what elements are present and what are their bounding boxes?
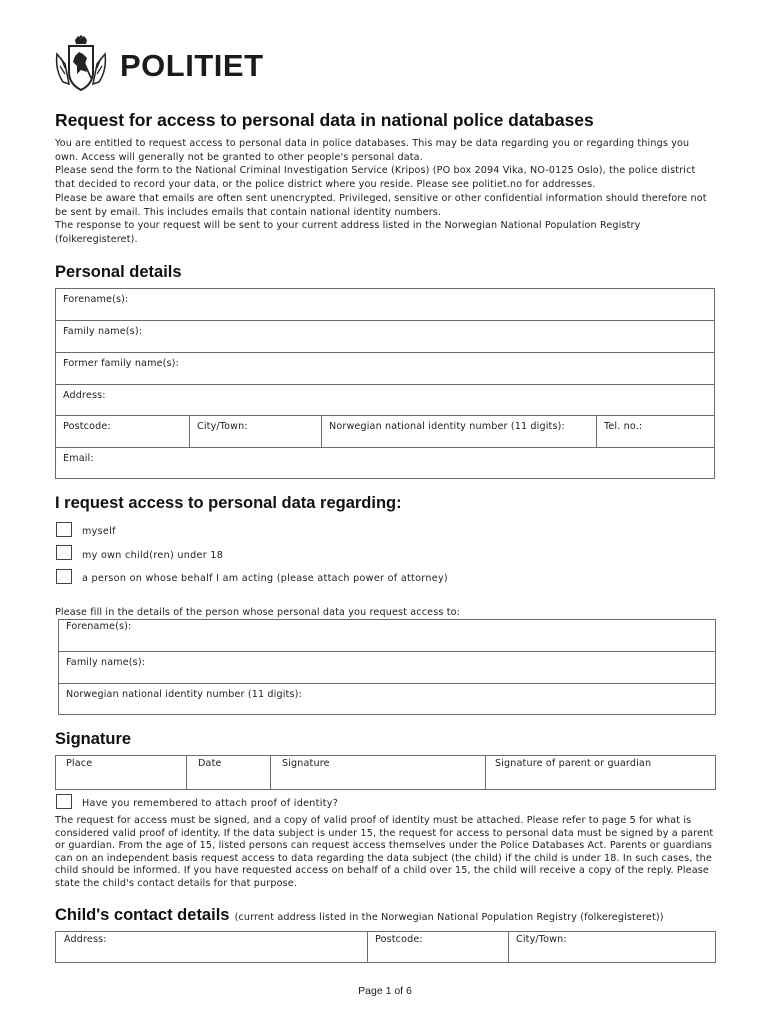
signature-table — [55, 755, 716, 790]
date-label: Date — [198, 758, 222, 769]
child-contact-row — [56, 932, 715, 962]
intro-paragraph: Please be aware that emails are often sent unencrypted. Privileged, sensitive or other confidential information should therefore not be sent by email. This includes emails that contain national identity numbers. — [55, 192, 707, 218]
divider — [508, 932, 509, 962]
child-postcode-label: Postcode: — [375, 934, 423, 945]
divider — [186, 756, 187, 789]
city-label: City/Town: — [197, 421, 248, 432]
police-crest-icon — [53, 34, 109, 94]
subject-nin-label: Norwegian national identity number (11 digits): — [66, 689, 302, 700]
intro-text — [55, 137, 715, 247]
former-family-name-field[interactable] — [56, 353, 714, 385]
child-contact-subheading: (current address listed in the Norwegian National Population Registry (folkeregisteret)) — [234, 912, 664, 923]
subject-nin-field[interactable] — [59, 684, 715, 715]
myself-checkbox[interactable] — [56, 522, 72, 537]
subject-details-table — [58, 619, 716, 715]
own-children-checkbox[interactable] — [56, 545, 72, 560]
divider — [485, 756, 486, 789]
signature-heading: Signature — [55, 730, 132, 748]
divider — [321, 416, 322, 447]
subject-family-name-field[interactable] — [59, 652, 715, 684]
access-heading: I request access to personal data regarding: — [55, 494, 402, 512]
on-behalf-label: a person on whose behalf I am acting (please attach power of attorney) — [82, 573, 448, 584]
child-city-label: City/Town: — [516, 934, 567, 945]
proof-of-identity-checkbox[interactable] — [56, 794, 72, 809]
subject-forenames-label: Forename(s): — [66, 621, 132, 632]
tel-label: Tel. no.: — [604, 421, 643, 432]
email-field[interactable] — [56, 448, 714, 479]
child-contact-heading: Child's contact details — [55, 906, 230, 924]
page-title: Request for access to personal data in national police databases — [55, 110, 594, 130]
page-number: Page 1 of 6 — [358, 985, 412, 997]
divider — [596, 416, 597, 447]
intro-paragraph: The response to your request will be sent to your current address listed in the Norwegian National Population Registry (folkeregisteret). — [55, 220, 641, 245]
intro-paragraph: Please send the form to the National Criminal Investigation Service (Kripos) (PO box 2094 Vika, NO-0125 Oslo), the police district that decided to record your data, or the police district where you reside. Please see politiet.no for addresses. — [55, 165, 696, 191]
child-contact-table — [55, 931, 716, 963]
subject-instruction: Please fill in the details of the person whose personal data you request access to: — [55, 607, 461, 618]
myself-label: myself — [82, 526, 116, 537]
signature-row — [56, 756, 715, 789]
address-field[interactable] — [56, 385, 714, 416]
personal-details-heading: Personal details — [55, 263, 182, 281]
subject-forenames-field[interactable] — [59, 620, 715, 652]
postcode-label: Postcode: — [63, 421, 111, 432]
intro-paragraph: You are entitled to request access to personal data in police databases. This may be data regarding you or regarding things you own. Access will generally not be granted to other people's personal data. — [55, 138, 690, 163]
personal-details-table — [55, 288, 715, 479]
guardian-signature-label: Signature of parent or guardian — [495, 758, 652, 769]
proof-of-identity-label: Have you remembered to attach proof of identity? — [82, 798, 339, 809]
nin-label: Norwegian national identity number (11 digits): — [329, 421, 565, 432]
family-name-label: Family name(s): — [63, 326, 143, 337]
signature-note: The request for access must be signed, and a copy of valid proof of identity must be attached. Please refer to page 5 for what is considered valid proof of identity. If the data subject is under 15, the request for access to personal data must be signed by a parent or guardian. From the age of 15, listed persons can request access themselves under the Police Databases Act. Parents or guardians can on an independent basis request access to data regarding the data subject (the child) if the child is under 18. In such cases, the child should be informed. If you have requested access on behalf of a child over 15, the child will receive a copy of the reply. Please state the child's contact details for that purpose. — [55, 815, 714, 889]
child-address-label: Address: — [64, 934, 107, 945]
divider — [270, 756, 271, 789]
forenames-field[interactable] — [56, 289, 714, 321]
divider — [367, 932, 368, 962]
email-label: Email: — [63, 453, 94, 464]
own-children-label: my own child(ren) under 18 — [82, 550, 224, 561]
subject-family-name-label: Family name(s): — [66, 657, 146, 668]
signature-label: Signature — [282, 758, 330, 769]
on-behalf-checkbox[interactable] — [56, 569, 72, 584]
forenames-label: Forename(s): — [63, 294, 129, 305]
brand-name: POLITIET — [120, 48, 264, 83]
former-family-name-label: Former family name(s): — [63, 358, 179, 369]
divider — [189, 416, 190, 447]
postcode-row — [56, 416, 714, 448]
address-label: Address: — [63, 390, 106, 401]
child-contact-heading-row — [55, 905, 664, 925]
family-name-field[interactable] — [56, 321, 714, 353]
place-label: Place — [66, 758, 93, 769]
